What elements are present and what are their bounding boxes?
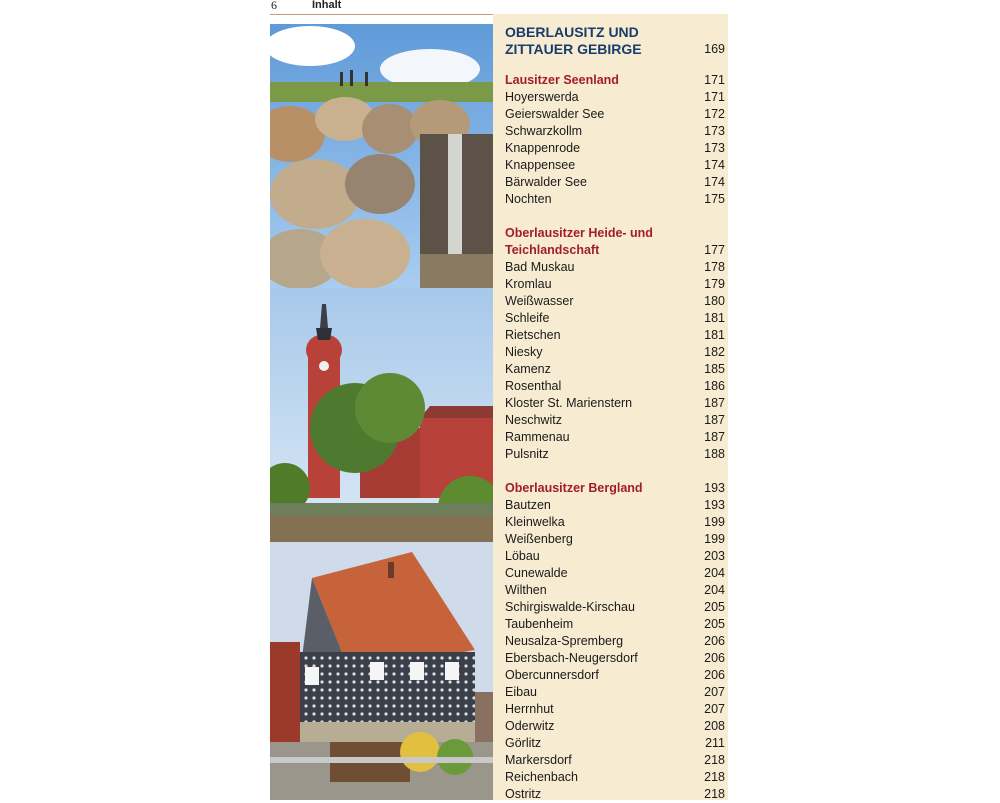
entry-page: 205 <box>704 600 725 614</box>
entry-name: Knappenrode <box>505 141 581 155</box>
toc-entry[interactable] <box>505 616 725 633</box>
entry-name: Kromlau <box>505 277 552 291</box>
entry-page: 207 <box>704 685 725 699</box>
entry-name: Niesky <box>505 345 543 359</box>
entry-page: 171 <box>704 90 725 104</box>
toc-entry[interactable] <box>505 174 725 191</box>
chapter-title-line2: ZITTAUER GEBIRGE <box>505 41 642 57</box>
entry-page: 207 <box>704 702 725 716</box>
toc-entry[interactable] <box>505 531 725 548</box>
toc-entry[interactable] <box>505 157 725 174</box>
entry-name: Rosenthal <box>505 379 562 393</box>
book-page <box>270 0 728 800</box>
toc-entry[interactable] <box>505 293 725 310</box>
entry-page: 174 <box>704 175 725 189</box>
entry-name: Bärwalder See <box>505 175 587 189</box>
entry-page: 193 <box>704 498 725 512</box>
entry-name: Ostritz <box>505 787 542 801</box>
section-page: 193 <box>704 481 725 495</box>
toc-entry[interactable] <box>505 735 725 752</box>
entry-name: Neusalza-Spremberg <box>505 634 624 648</box>
photo-column <box>270 24 493 800</box>
entry-name: Bad Muskau <box>505 260 575 274</box>
entry-page: 218 <box>704 753 725 767</box>
toc-entry[interactable] <box>505 582 725 599</box>
entry-page: 206 <box>704 634 725 648</box>
section-heading-lausitzer-seenland[interactable] <box>505 72 725 89</box>
entry-name: Ebersbach-Neugersdorf <box>505 651 638 665</box>
entry-page: 199 <box>704 515 725 529</box>
entry-page: 188 <box>704 447 725 461</box>
toc-entry[interactable] <box>505 650 725 667</box>
entry-name: Schirgiswalde-Kirschau <box>505 600 635 614</box>
toc-entry[interactable] <box>505 599 725 616</box>
photo-castle <box>270 288 493 542</box>
toc-entry[interactable] <box>505 361 725 378</box>
toc-entry[interactable] <box>505 327 725 344</box>
entry-page: 203 <box>704 549 725 563</box>
photo-upper-lusatian-house <box>270 542 493 800</box>
entry-name: Taubenheim <box>505 617 574 631</box>
entry-name: Wilthen <box>505 583 547 597</box>
entry-name: Weißwasser <box>505 294 574 308</box>
entry-name: Pulsnitz <box>505 447 549 461</box>
toc-entry[interactable] <box>505 140 725 157</box>
toc-entry[interactable] <box>505 633 725 650</box>
entry-page: 208 <box>704 719 725 733</box>
entry-page: 172 <box>704 107 725 121</box>
entry-name: Cunewalde <box>505 566 568 580</box>
toc-entry[interactable] <box>505 514 725 531</box>
section-heading-heide-teichlandschaft[interactable] <box>505 225 725 242</box>
entry-page: 179 <box>704 277 725 291</box>
chapter-heading <box>505 24 725 58</box>
toc-entry[interactable] <box>505 395 725 412</box>
entry-name: Eibau <box>505 685 537 699</box>
toc-entry[interactable] <box>505 446 725 463</box>
entry-name: Knappensee <box>505 158 576 172</box>
entry-page: 187 <box>704 396 725 410</box>
entry-page: 218 <box>704 787 725 801</box>
entry-page: 186 <box>704 379 725 393</box>
entry-name: Schleife <box>505 311 550 325</box>
entry-page: 199 <box>704 532 725 546</box>
entry-name: Schwarzkollm <box>505 124 583 138</box>
entry-name: Neschwitz <box>505 413 562 427</box>
toc-entry[interactable] <box>505 701 725 718</box>
toc-entry[interactable] <box>505 106 725 123</box>
entry-page: 211 <box>705 736 725 750</box>
toc-entry[interactable] <box>505 769 725 786</box>
entry-page: 185 <box>704 362 725 376</box>
entry-page: 173 <box>704 124 725 138</box>
entry-name: Löbau <box>505 549 540 563</box>
entry-name: Weißenberg <box>505 532 573 546</box>
section-title-line1: Oberlausitzer Heide- und <box>505 226 653 240</box>
toc-entry[interactable] <box>505 412 725 429</box>
entry-page: 204 <box>704 566 725 580</box>
toc-entry[interactable] <box>505 752 725 769</box>
section-title: Oberlausitzer Bergland <box>505 481 643 495</box>
toc-entry[interactable] <box>505 548 725 565</box>
entry-name: Obercunnersdorf <box>505 668 599 682</box>
toc-entry[interactable] <box>505 310 725 327</box>
section-title: Lausitzer Seenland <box>505 73 619 87</box>
entry-name: Geierswalder See <box>505 107 605 121</box>
entry-page: 204 <box>704 583 725 597</box>
entry-name: Kleinwelka <box>505 515 565 529</box>
entry-name: Nochten <box>505 192 552 206</box>
section-title-line2: Teichlandschaft <box>505 243 600 257</box>
section-page: 171 <box>704 73 725 87</box>
entry-page: 206 <box>704 668 725 682</box>
entry-page: 181 <box>704 311 725 325</box>
entry-page: 174 <box>704 158 725 172</box>
page-number: 6 <box>271 0 277 12</box>
toc-entry[interactable] <box>505 259 725 276</box>
toc-entry[interactable] <box>505 378 725 395</box>
table-of-contents <box>493 14 728 800</box>
toc-entry[interactable] <box>505 344 725 361</box>
entry-page: 187 <box>704 413 725 427</box>
page-header <box>270 0 728 15</box>
header-title: Inhalt <box>312 0 342 11</box>
toc-entry[interactable] <box>505 718 725 735</box>
entry-page: 182 <box>704 345 725 359</box>
toc-entry[interactable] <box>505 497 725 514</box>
entry-page: 180 <box>704 294 725 308</box>
entry-name: Bautzen <box>505 498 551 512</box>
toc-entry[interactable] <box>505 89 725 106</box>
entry-page: 178 <box>704 260 725 274</box>
entry-page: 175 <box>704 192 725 206</box>
toc-entry[interactable] <box>505 123 725 140</box>
entry-name: Markersdorf <box>505 753 572 767</box>
toc-entry[interactable] <box>505 786 725 803</box>
toc-entry[interactable] <box>505 276 725 293</box>
section-heading-heide-teichlandschaft-line2[interactable] <box>505 242 725 259</box>
toc-entry[interactable] <box>505 667 725 684</box>
entry-page: 206 <box>704 651 725 665</box>
entry-name: Oderwitz <box>505 719 555 733</box>
section-heading-oberlausitzer-bergland[interactable] <box>505 480 725 497</box>
entry-page: 205 <box>704 617 725 631</box>
entry-name: Rietschen <box>505 328 561 342</box>
photo-boulders-waterfall <box>270 24 493 288</box>
entry-page: 181 <box>704 328 725 342</box>
entry-name: Görlitz <box>505 736 542 750</box>
toc-entry[interactable] <box>505 565 725 582</box>
entry-name: Herrnhut <box>505 702 554 716</box>
entry-name: Kloster St. Marienstern <box>505 396 633 410</box>
entry-name: Hoyerswerda <box>505 90 579 104</box>
toc-entry[interactable] <box>505 684 725 701</box>
chapter-page: 169 <box>704 42 725 56</box>
toc-entry[interactable] <box>505 191 725 208</box>
entry-page: 173 <box>704 141 725 155</box>
toc-entry[interactable] <box>505 429 725 446</box>
entry-name: Rammenau <box>505 430 570 444</box>
entry-name: Reichenbach <box>505 770 578 784</box>
entry-page: 218 <box>704 770 725 784</box>
section-page: 177 <box>704 243 725 257</box>
entry-name: Kamenz <box>505 362 551 376</box>
chapter-title-line1: OBERLAUSITZ UND <box>505 24 639 40</box>
entry-page: 187 <box>704 430 725 444</box>
